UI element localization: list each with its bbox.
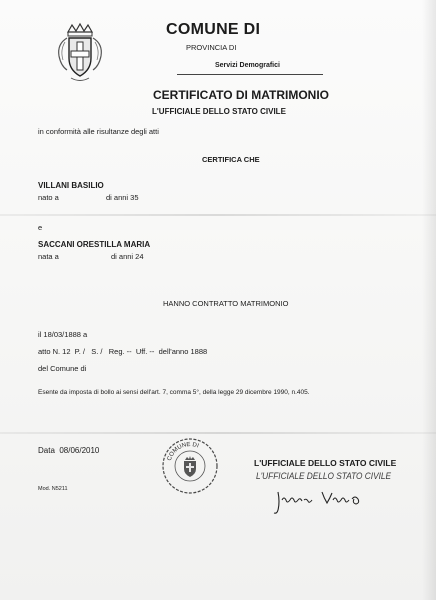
spouse2-born-label: nata a — [38, 252, 59, 261]
model-number: Mod. N5211 — [38, 486, 68, 492]
comune-heading: COMUNE DI — [166, 21, 261, 38]
official-stamp — [160, 436, 220, 496]
issue-date: Data 08/06/2010 — [38, 446, 100, 455]
comune-line: del Comune di — [38, 364, 87, 373]
paper-fold — [0, 214, 436, 216]
page-edge-shadow — [422, 0, 436, 600]
marriage-date-line: il 18/03/1888 a — [38, 330, 88, 339]
stamp-text: COMUNE DI — [166, 441, 200, 462]
signatory-handwritten-stamp: L'UFFICIALE DELLO STATO CIVILE — [256, 471, 392, 481]
spouse2-name: SACCANI ORESTILLA MARIA — [38, 240, 151, 249]
provincia-label: PROVINCIA DI — [186, 43, 237, 52]
certifica-heading: CERTIFICA CHE — [202, 155, 260, 164]
conjunction: e — [38, 223, 43, 232]
servizi-label: Servizi Demografici — [215, 62, 280, 69]
spouse2-age: di anni 24 — [111, 252, 144, 261]
coat-of-arms-icon — [55, 22, 105, 84]
spouse1-age: di anni 35 — [106, 193, 139, 202]
paper-fold — [0, 432, 436, 434]
handwritten-signature — [272, 486, 372, 516]
spouse1-name: VILLANI BASILIO — [38, 181, 104, 190]
exemption-note: Esente da imposta di bollo ai sensi dell'art. 7, comma 5°, della legge 29 dicembre 1990, n.405. — [38, 389, 310, 396]
act-line: atto N. 12 P. / S. / Reg. -- Uff. -- dell'anno 1888 — [38, 347, 208, 356]
officer-subtitle: L'UFFICIALE DELLO STATO CIVILE — [152, 107, 286, 116]
spouse1-born-label: nato a — [38, 193, 59, 202]
stamp-emblem-icon — [184, 456, 196, 477]
header-underline — [177, 74, 323, 75]
signatory-title: L'UFFICIALE DELLO STATO CIVILE — [254, 458, 397, 468]
conformity-text: in conformità alle risultanze degli atti — [38, 127, 159, 136]
contract-heading: HANNO CONTRATTO MATRIMONIO — [163, 299, 289, 308]
certificate-title: CERTIFICATO DI MATRIMONIO — [153, 88, 329, 102]
